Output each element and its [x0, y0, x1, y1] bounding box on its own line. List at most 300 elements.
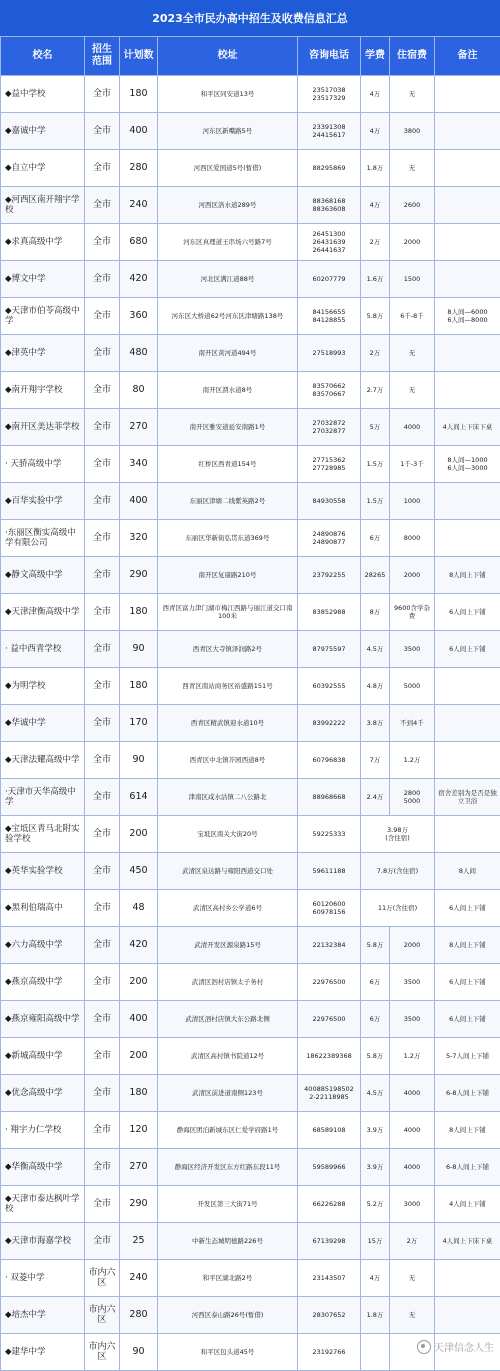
cell-scope: 全市 [85, 816, 120, 853]
cell-school-name: ◆嘉诚中学 [1, 113, 85, 150]
cell-tuition: 4.5万 [361, 1075, 390, 1112]
cell-phone: 23517038 23517329 [298, 76, 361, 113]
cell-school-name: ·天津市天华高级中学 [1, 779, 85, 816]
cell-plan-count: 400 [120, 113, 158, 150]
cell-address: 西青区大寺镇泽润路2号 [158, 631, 298, 668]
cell-notes [435, 187, 500, 224]
cell-plan-count: 290 [120, 557, 158, 594]
cell-address: 武清区泗村店镇太子务村 [158, 964, 298, 1001]
table-row [1, 779, 500, 816]
table-row [1, 742, 500, 779]
cell-school-name: ◆黑利伯瑞高中 [1, 890, 85, 927]
cell-notes [435, 150, 500, 187]
cell-school-name: ·东丽区衡实高级中学有限公司 [1, 520, 85, 557]
cell-plan-count: 614 [120, 779, 158, 816]
cell-school-name: ◆六力高级中学 [1, 927, 85, 964]
cell-plan-count: 240 [120, 187, 158, 224]
cell-tuition: 11万(含住宿) [361, 890, 435, 927]
cell-plan-count: 200 [120, 1038, 158, 1075]
cell-address: 东丽区华新街弘贯东道369号 [158, 520, 298, 557]
table-row [1, 483, 500, 520]
header-tuition: 学费 [361, 37, 390, 76]
cell-notes [435, 76, 500, 113]
header-boarding-fee: 住宿费 [390, 37, 435, 76]
cell-scope: 全市 [85, 224, 120, 261]
cell-plan-count: 360 [120, 298, 158, 335]
cell-scope: 全市 [85, 779, 120, 816]
cell-tuition: 4万 [361, 187, 390, 224]
cell-boarding-fee: 2000 [390, 557, 435, 594]
cell-school-name: ◆求真高级中学 [1, 224, 85, 261]
cell-address: 河西区爱国道5号(暂借) [158, 150, 298, 187]
cell-plan-count: 400 [120, 483, 158, 520]
table-row [1, 372, 500, 409]
cell-boarding-fee: 1.2万 [390, 1038, 435, 1075]
cell-scope: 全市 [85, 187, 120, 224]
cell-scope: 市内六区 [85, 1334, 120, 1371]
cell-address: 西青区精武镇迎水道10号 [158, 705, 298, 742]
cell-school-name: ◆自立中学 [1, 150, 85, 187]
cell-school-name: ◆静文高级中学 [1, 557, 85, 594]
cell-address: 南开区渭水道8号 [158, 372, 298, 409]
cell-boarding-fee: 1千-3千 [390, 446, 435, 483]
cell-address: 宝坻区南关大街20号 [158, 816, 298, 853]
cell-address: 南开区黄河道494号 [158, 335, 298, 372]
cell-boarding-fee: 3500 [390, 631, 435, 668]
cell-tuition: 6万 [361, 964, 390, 1001]
cell-scope: 全市 [85, 631, 120, 668]
cell-phone: 59611188 [298, 853, 361, 890]
header-school-name: 校名 [1, 37, 85, 76]
cell-boarding-fee: 4000 [390, 1149, 435, 1186]
cell-notes [435, 372, 500, 409]
table-row [1, 853, 500, 890]
cell-phone: 88368168 88363608 [298, 187, 361, 224]
cell-tuition: 28265 [361, 557, 390, 594]
cell-scope: 全市 [85, 890, 120, 927]
cell-address: 河北区满江道88号 [158, 261, 298, 298]
cell-phone: 22976500 [298, 1001, 361, 1038]
cell-school-name: ◆南开翔宇学校 [1, 372, 85, 409]
cell-tuition: 3.9万 [361, 1112, 390, 1149]
table-row [1, 261, 500, 298]
cell-scope: 全市 [85, 742, 120, 779]
cell-address: 西青区南站商务区裕盛路151号 [158, 668, 298, 705]
cell-boarding-fee: 2800 5000 [390, 779, 435, 816]
cell-boarding-fee: 4000 [390, 409, 435, 446]
cell-notes: 6人间上下铺 [435, 890, 500, 927]
cell-scope: 全市 [85, 1149, 120, 1186]
cell-plan-count: 90 [120, 631, 158, 668]
cell-address: 静海区经济开发区东方红路东段11号 [158, 1149, 298, 1186]
table-row [1, 964, 500, 1001]
cell-school-name: ◆为明学校 [1, 668, 85, 705]
cell-phone: 87975597 [298, 631, 361, 668]
cell-scope: 全市 [85, 705, 120, 742]
cell-school-name: ◆天津市海嘉学校 [1, 1223, 85, 1260]
cell-plan-count: 90 [120, 742, 158, 779]
cell-scope: 市内六区 [85, 1297, 120, 1334]
cell-notes [435, 261, 500, 298]
cell-plan-count: 680 [120, 224, 158, 261]
cell-tuition: 6万 [361, 1001, 390, 1038]
cell-scope: 全市 [85, 668, 120, 705]
cell-boarding-fee: 4000 [390, 1112, 435, 1149]
cell-boarding-fee: 1.2万 [390, 742, 435, 779]
cell-school-name: · 益中西青学校 [1, 631, 85, 668]
cell-notes [435, 1297, 500, 1334]
cell-scope: 全市 [85, 483, 120, 520]
cell-tuition: 5.8万 [361, 927, 390, 964]
cell-phone: 60392555 [298, 668, 361, 705]
table-row [1, 594, 500, 631]
cell-boarding-fee: 无 [390, 372, 435, 409]
cell-notes [435, 816, 500, 853]
cell-phone: 60796838 [298, 742, 361, 779]
cell-address: 西青区中北镇芥园西道8号 [158, 742, 298, 779]
cell-boarding-fee: 1000 [390, 483, 435, 520]
cell-boarding-fee: 2600 [390, 187, 435, 224]
cell-plan-count: 240 [120, 1260, 158, 1297]
cell-phone: 68589108 [298, 1112, 361, 1149]
cell-address: 武清区泉达路与雍阳西道交口处 [158, 853, 298, 890]
cell-notes [435, 113, 500, 150]
cell-phone: 27715362 27728985 [298, 446, 361, 483]
cell-phone: 83852988 [298, 594, 361, 631]
cell-boarding-fee: 5000 [390, 668, 435, 705]
cell-school-name: ◆百华实验中学 [1, 483, 85, 520]
cell-address: 武清区高村镇书院道12号 [158, 1038, 298, 1075]
cell-notes: 8人间上下铺 [435, 1112, 500, 1149]
cell-phone: 23192766 [298, 1334, 361, 1371]
cell-tuition: 1.6万 [361, 261, 390, 298]
cell-notes: 4人间上下床下桌 [435, 409, 500, 446]
cell-plan-count: 180 [120, 1075, 158, 1112]
cell-scope: 全市 [85, 1075, 120, 1112]
table-row [1, 1112, 500, 1149]
cell-address: 中新生态城明德路226号 [158, 1223, 298, 1260]
header-plan-count: 计划数 [120, 37, 158, 76]
header-row [1, 37, 500, 76]
table-row [1, 668, 500, 705]
cell-scope: 全市 [85, 594, 120, 631]
cell-plan-count: 25 [120, 1223, 158, 1260]
cell-school-name: ◆博文中学 [1, 261, 85, 298]
cell-tuition [361, 1334, 390, 1371]
cell-tuition: 5.8万 [361, 298, 390, 335]
table-row [1, 927, 500, 964]
cell-phone: 59225333 [298, 816, 361, 853]
table-row [1, 520, 500, 557]
header-phone: 咨询电话 [298, 37, 361, 76]
cell-school-name: ◆益中学校 [1, 76, 85, 113]
cell-plan-count: 400 [120, 1001, 158, 1038]
table-row [1, 1149, 500, 1186]
cell-tuition: 2万 [361, 335, 390, 372]
table-row [1, 76, 500, 113]
cell-scope: 全市 [85, 557, 120, 594]
cell-notes [435, 705, 500, 742]
cell-tuition: 5万 [361, 409, 390, 446]
cell-school-name: ◆天津津衡高级中学 [1, 594, 85, 631]
cell-boarding-fee: 3500 [390, 1001, 435, 1038]
cell-address: 静海区团泊新城东区仁爱学府路1号 [158, 1112, 298, 1149]
cell-notes: 6人间上下铺 [435, 631, 500, 668]
cell-boarding-fee: 2000 [390, 927, 435, 964]
cell-school-name: ◆南开区美达菲学校 [1, 409, 85, 446]
cell-boarding-fee: 无 [390, 1260, 435, 1297]
cell-plan-count: 200 [120, 964, 158, 1001]
cell-tuition: 5.2万 [361, 1186, 390, 1223]
cell-plan-count: 180 [120, 594, 158, 631]
cell-address: 红桥区西青道154号 [158, 446, 298, 483]
cell-phone: 23792255 [298, 557, 361, 594]
cell-phone: 59589966 [298, 1149, 361, 1186]
cell-school-name: ◆津英中学 [1, 335, 85, 372]
cell-boarding-fee: 无 [390, 76, 435, 113]
watermark [417, 1339, 494, 1354]
cell-tuition: 4万 [361, 1260, 390, 1297]
cell-scope: 全市 [85, 927, 120, 964]
cell-phone: 84930558 [298, 483, 361, 520]
cell-notes: 8人间 [435, 853, 500, 890]
cell-notes [435, 224, 500, 261]
cell-plan-count: 180 [120, 76, 158, 113]
cell-notes: 6-8人间上下铺 [435, 1075, 500, 1112]
cell-boarding-fee: 9600含学杂费 [390, 594, 435, 631]
cell-scope: 全市 [85, 409, 120, 446]
cell-tuition: 4.8万 [361, 668, 390, 705]
cell-phone: 400885198502 2-22118985 [298, 1075, 361, 1112]
cell-tuition: 1.5万 [361, 483, 390, 520]
cell-phone: 27518993 [298, 335, 361, 372]
cell-phone: 60207779 [298, 261, 361, 298]
table-row [1, 298, 500, 335]
cell-boarding-fee: 无 [390, 335, 435, 372]
cell-school-name: ◆华衡高级中学 [1, 1149, 85, 1186]
cell-plan-count: 480 [120, 335, 158, 372]
cell-school-name: ◆华诚中学 [1, 705, 85, 742]
cell-school-name: ◆燕京高级中学 [1, 964, 85, 1001]
cell-plan-count: 200 [120, 816, 158, 853]
cell-tuition: 2万 [361, 224, 390, 261]
cell-school-name: ◆河西区南开翔宇学校 [1, 187, 85, 224]
cell-boarding-fee: 无 [390, 150, 435, 187]
cell-school-name: · 天骄高级中学 [1, 446, 85, 483]
cell-boarding-fee: 2000 [390, 224, 435, 261]
cell-tuition: 2.4万 [361, 779, 390, 816]
cell-scope: 全市 [85, 150, 120, 187]
cell-scope: 全市 [85, 1112, 120, 1149]
cell-boarding-fee: 2万 [390, 1223, 435, 1260]
cell-scope: 全市 [85, 1038, 120, 1075]
cell-school-name: · 双菱中学 [1, 1260, 85, 1297]
cell-notes: 4人间上下铺 [435, 1186, 500, 1223]
cell-boarding-fee: 4000 [390, 1075, 435, 1112]
cell-scope: 全市 [85, 372, 120, 409]
table-row [1, 816, 500, 853]
cell-notes: 4人间上下床下桌 [435, 1223, 500, 1260]
cell-plan-count: 340 [120, 446, 158, 483]
cell-phone: 22976500 [298, 964, 361, 1001]
cell-address: 南开区雅安道延安南路1号 [158, 409, 298, 446]
cell-boarding-fee: 3800 [390, 113, 435, 150]
cell-plan-count: 120 [120, 1112, 158, 1149]
cell-school-name: ◆天津市伯苓高级中学 [1, 298, 85, 335]
table-row [1, 705, 500, 742]
cell-tuition: 4万 [361, 76, 390, 113]
header-address: 校址 [158, 37, 298, 76]
cell-tuition: 1.8万 [361, 1297, 390, 1334]
cell-tuition: 7万 [361, 742, 390, 779]
page-title: 2023全市民办高中招生及收费信息汇总 [0, 0, 500, 36]
cell-tuition: 8万 [361, 594, 390, 631]
cell-boarding-fee: 不到4千 [390, 705, 435, 742]
cell-school-name: ◆培杰中学 [1, 1297, 85, 1334]
cell-address: 武清开发区源泉路15号 [158, 927, 298, 964]
cell-scope: 全市 [85, 261, 120, 298]
cell-tuition: 1.8万 [361, 150, 390, 187]
table-row [1, 1223, 500, 1260]
cell-address: 河西区泰山路26号(暂借) [158, 1297, 298, 1334]
cell-school-name: ◆新城高级中学 [1, 1038, 85, 1075]
table-row [1, 224, 500, 261]
cell-school-name: ◆燕京雍阳高级中学 [1, 1001, 85, 1038]
cell-plan-count: 450 [120, 853, 158, 890]
cell-notes [435, 1260, 500, 1297]
cell-scope: 全市 [85, 520, 120, 557]
cell-phone: 88295869 [298, 150, 361, 187]
table-row [1, 890, 500, 927]
table-row [1, 1297, 500, 1334]
cell-notes [435, 668, 500, 705]
table-row [1, 187, 500, 224]
table-row [1, 1075, 500, 1112]
header-scope: 招生 范围 [85, 37, 120, 76]
cell-plan-count: 280 [120, 150, 158, 187]
cell-address: 和平区同安道13号 [158, 76, 298, 113]
cell-tuition: 4.5万 [361, 631, 390, 668]
cell-school-name: ◆宝坻区青马北附实验学校 [1, 816, 85, 853]
cell-notes [435, 335, 500, 372]
cell-notes: 8人间—1000 6人间—3000 [435, 446, 500, 483]
cell-address: 河东区新嘴路5号 [158, 113, 298, 150]
cell-plan-count: 420 [120, 261, 158, 298]
cell-address: 河东区大桥道62号河东区津塘路138号 [158, 298, 298, 335]
cell-plan-count: 180 [120, 668, 158, 705]
cell-tuition: 3.98万 (含住宿) [361, 816, 435, 853]
cell-notes: 5-7人间上下铺 [435, 1038, 500, 1075]
table-row [1, 335, 500, 372]
cell-phone: 67139298 [298, 1223, 361, 1260]
cell-scope: 全市 [85, 76, 120, 113]
table-row [1, 113, 500, 150]
cell-scope: 全市 [85, 446, 120, 483]
cell-notes: 8人间—6000 6人间—8000 [435, 298, 500, 335]
cell-phone: 28307652 [298, 1297, 361, 1334]
cell-notes: 宿舍差别为是否是独立卫浴 [435, 779, 500, 816]
cell-school-name: ◆英华实验学校 [1, 853, 85, 890]
cell-address: 武清区泗村店镇大东公路北侧 [158, 1001, 298, 1038]
cell-boarding-fee: 无 [390, 1297, 435, 1334]
cell-tuition: 3.9万 [361, 1149, 390, 1186]
cell-scope: 全市 [85, 853, 120, 890]
cell-tuition: 15万 [361, 1223, 390, 1260]
cell-scope: 全市 [85, 964, 120, 1001]
cell-phone: 23143507 [298, 1260, 361, 1297]
cell-scope: 全市 [85, 298, 120, 335]
table-row [1, 1260, 500, 1297]
cell-boarding-fee: 8000 [390, 520, 435, 557]
cell-boarding-fee: 6千-8千 [390, 298, 435, 335]
cell-plan-count: 270 [120, 1149, 158, 1186]
cell-plan-count: 170 [120, 705, 158, 742]
cell-address: 东丽区津塘二线紫英路2号 [158, 483, 298, 520]
cell-address: 西青区富力津门湖市梅江西路与丽江道交口南100米 [158, 594, 298, 631]
table-row [1, 409, 500, 446]
cell-notes [435, 483, 500, 520]
cell-boarding-fee: 1500 [390, 261, 435, 298]
cell-plan-count: 320 [120, 520, 158, 557]
table-body [1, 76, 500, 1371]
cell-plan-count: 280 [120, 1297, 158, 1334]
cell-phone: 18622389368 [298, 1038, 361, 1075]
cell-notes [435, 742, 500, 779]
cell-plan-count: 420 [120, 927, 158, 964]
cell-address: 河东区真理道王串场六号路7号 [158, 224, 298, 261]
table-row [1, 150, 500, 187]
table-header [1, 37, 500, 76]
cell-scope: 全市 [85, 113, 120, 150]
cell-tuition: 3.8万 [361, 705, 390, 742]
cell-scope: 市内六区 [85, 1260, 120, 1297]
cell-notes [435, 520, 500, 557]
cell-school-name: · 翔宇力仁学校 [1, 1112, 85, 1149]
cell-notes: 8人间上下铺 [435, 927, 500, 964]
cell-address: 武清区前进道南侧123号 [158, 1075, 298, 1112]
cell-scope: 全市 [85, 335, 120, 372]
cell-plan-count: 90 [120, 1334, 158, 1371]
cell-plan-count: 290 [120, 1186, 158, 1223]
cell-address: 南开区复康路210号 [158, 557, 298, 594]
cell-school-name: ◆建华中学 [1, 1334, 85, 1371]
cell-notes: 6人间上下铺 [435, 594, 500, 631]
cell-notes: 8人间上下铺 [435, 557, 500, 594]
cell-phone: 22132384 [298, 927, 361, 964]
cell-address: 开发区第三大街71号 [158, 1186, 298, 1223]
admissions-table [0, 36, 500, 1371]
cell-tuition: 6万 [361, 520, 390, 557]
cell-address: 武清区高村乡公学道6号 [158, 890, 298, 927]
cell-school-name: ◆天津法耀高级中学 [1, 742, 85, 779]
table-row [1, 446, 500, 483]
cell-phone: 83992222 [298, 705, 361, 742]
cell-tuition: 5.8万 [361, 1038, 390, 1075]
table-row [1, 1186, 500, 1223]
cell-plan-count: 48 [120, 890, 158, 927]
watermark-icon [417, 1340, 431, 1354]
cell-phone: 24890876 24890877 [298, 520, 361, 557]
cell-phone: 84156655 84128855 [298, 298, 361, 335]
cell-plan-count: 270 [120, 409, 158, 446]
cell-notes: 6人间上下铺 [435, 1001, 500, 1038]
cell-school-name: ◆优念高级中学 [1, 1075, 85, 1112]
cell-address: 津南区咸水沽镇二八公路北 [158, 779, 298, 816]
cell-address: 河西区洛水道289号 [158, 187, 298, 224]
cell-phone: 66226288 [298, 1186, 361, 1223]
cell-phone: 27032872 27032877 [298, 409, 361, 446]
cell-boarding-fee: 3000 [390, 1186, 435, 1223]
